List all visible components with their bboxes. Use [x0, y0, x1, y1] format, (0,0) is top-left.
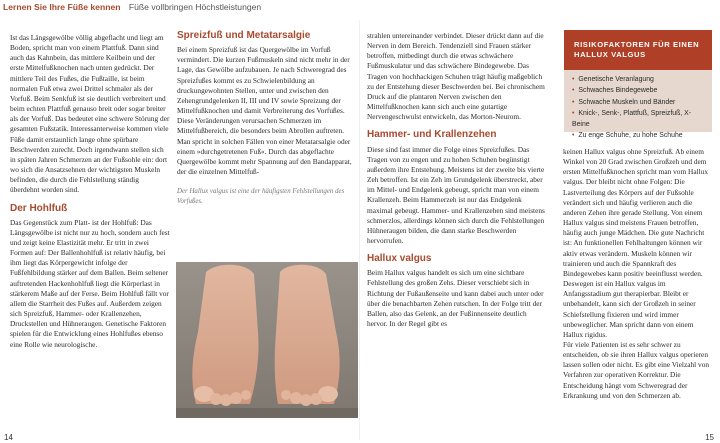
- feet-photo: [176, 262, 358, 418]
- paragraph: Beim Hallux valgus handelt es sich um eine sichtbare Fehlstellung des großen Zehs. Dieser verschiebt sich in Richtung der Fußaußenseite und kann dabei auch unter oder über die benachbarten Zehen rutschen. In der Folge tritt der Ballen, also das Gelenk, an der Fußinnenseite deutlich hervor. In der Regel gibt es: [367, 268, 544, 329]
- section-title: Füße vollbringen Höchstleistungen: [128, 2, 262, 12]
- list-item: • Knick-, Senk-, Plattfuß, Spreizfuß, X-Beine: [572, 108, 706, 131]
- page-number-left: 14: [4, 433, 13, 442]
- paragraph: Bei einem Spreizfuß ist das Quergewölbe im Vorfuß vermindert. Die kurzen Fußmuskeln sind nicht mehr in der Lage, das Gewölbe aufzubauen. Je nach Schweregrad des Spreizfußes kommt es zu Schwielenbildung an druckungewohnten Stellen, unter und zwischen den Zehengrundgelenken II, III und IV sowie Spreizung der Mittelfußknochen und damit Verbreiterung des Vorfußes. Diese Veränderungen verursachen Schmerzen im Mittelfußbereich, die besonders beim Abrollen auftreten. Man spricht in solchen Fällen von einer Metatarsalgie oder einem »durchgetretenen Fuß«. Durch das abgeflachte Quergewölbe kommt mehr Spannung auf den Bandapparat, der die einzelnen Mittelfuß-: [177, 45, 352, 177]
- paragraph: strahlen untereinander verbindet. Dieser drückt dann auf die Nerven in dem Bereich. Tendenziell sind Frauen stärker betroffen, mitbedingt durch die etwas schwächere Fußmuskulatur und das schwächere Bindegewebe. Das Tragen von hochhackigen Schuhen trägt häufig maßgeblich zu der Entstehung dieser Beschwerden bei. Bei chronischem Druck auf die plantaren Nerven zwischen den Mittelfußknochen kann sich auch eine gutartige Nervengeschwulst entwickeln, das Morton-Neurom.: [367, 31, 545, 122]
- feet-illustration: [176, 262, 358, 418]
- column-1: [10, 33, 170, 350]
- box-title-line: HALLUX VALGUS: [574, 50, 646, 59]
- section-heading: Hallux valgus: [367, 253, 432, 265]
- breadcrumb: [3, 2, 261, 12]
- chapter-title: Lernen Sie Ihre Füße kennen: [3, 2, 121, 12]
- box-title-line: RISIKOFAKTOREN FÜR EINEN: [574, 40, 700, 49]
- risk-factors-box: [564, 30, 712, 140]
- paragraph: keinen Hallux valgus ohne Spreizfuß. Ab einem Winkel von 20 Grad zwischen Großzeh und dem ersten Mittelfußknochen spricht man vom Hallux valgus. Der bleibt nicht ohne Folgen: Die Lastverteilung des Körpers auf der Fußsohle verändert sich und häufig verlieren auch die anderen Zehen ihre gerade Stellung. Von einem Hallux valgus sind meistens Frauen betroffen, häufig auch junge Mädchen. Die gute Nachricht ist: An funktionellen Fehlhaltungen können wir aktiv etwas verändern. Muskeln können wir trainieren und auch die Spannkraft des Bindegewebes kann positiv beeinflusst werden. Deswegen ist ein Hallux valgus im Anfangsstadium gut therapierbar. Bleibt er unbehandelt, kann sich der Großzeh in seiner Schiefstellung fixieren und wird immer unbeweglicher. Man spricht dann von einem Hallux rigidus.: [563, 147, 709, 339]
- list-item: • Schwache Muskeln und Bänder: [572, 97, 706, 108]
- section-heading: Hammer- und Krallenzehen: [367, 129, 497, 141]
- section-heading: Spreizfuß und Metatarsalgie: [177, 30, 311, 41]
- section-heading: Der Hohlfuß: [10, 202, 68, 214]
- paragraph: Das Gegenstück zum Platt- ist der Hohlfuß: Das Längsgewölbe ist nicht nur zu hoch, sondern auch fest und zeigt keine Elastizität mehr. Er tritt in zwei Formen auf: Der Ballenhohlfuß ist relativ häufig, bei ihm liegt das Körpergewicht infolge der Fußfehlbildung stärker auf dem Ballen. Beim seltener auftretenden Hackenhohlfuß liegt die Körperlast in stärkerem Maße auf der Ferse. Beim Hohlfuß fällt vor allem die Starrheit des Fußes auf. Außerdem zeigen sich Spreizfuß, Hammer- oder Krallenzehen, Druckstellen und Hühneraugen. Genetische Faktoren spielen für die Entwicklung eines Hohlfußes ebenso eine Rolle wie neurologische.: [10, 217, 170, 349]
- risk-factor-list: [564, 70, 712, 142]
- column-2: [177, 31, 355, 206]
- column-4: [563, 147, 715, 401]
- paragraph: Diese sind fast immer die Folge eines Spreizfußes. Das Tragen von zu engen und zu hohen Schuhen begünstigt außerdem ihre Entstehung. Meistens ist der zweite bis vierte Zeh betroffen. Ist ein Zeh im Grundgelenk überstreckt, aber im Mittel- und Endgelenk gebeugt, spricht man von einem Krallenzeh. Beim Hammerzeh ist nur das Endgelenk maximal gebeugt. Hammer- und Krallenzehen sind meistens schmerzlos, allerdings können sich durch die Fehlstellungen Hühneraugen bilden, die dann starke Beschwerden hervorrufen.: [367, 144, 545, 245]
- column-3: [367, 31, 545, 329]
- list-item: • Schwaches Bindegewebe: [572, 85, 706, 96]
- running-header: [0, 0, 720, 18]
- paragraph: Ist das Längsgewölbe völlig abgeflacht und liegt am Boden, spricht man von einem Plattfuß. Dann sind auch das Kahnbein, das mittlere Keilbein und der erste Mittelfußknochen nach unten gedrückt. Der mittlere Teil des Fußes, die Fußtaille, ist beim normalen Fuß etwa zwei Drittel schmaler als der Vorfuß. Beim Senkfuß ist sie deutlich verbreitert und beim echten Plattfuß genauso breit oder sogar breiter als der Vorfuß. Das bedeutet eine schwere Störung der gesamten Fußstatik. Interessanterweise kommen viele Füße damit erstaunlich lange ohne spürbare Beschwerden zurecht. Doch irgendwann stellen sich in späten Jahren Schmerzen an der Fußsohle ein: dort wo sich die Ansatzsehnen der wichtigsten Muskeln befinden, die durch die Fehlstellung ständig überdehnt worden sind.: [10, 33, 170, 195]
- page-number-right: 15: [705, 433, 714, 442]
- paragraph: Für viele Patienten ist es sehr schwer zu entscheiden, ob sie ihren Hallux valgus operieren lassen sollen oder nicht. Es gibt eine Vielzahl von Verfahren zur operativen Korrektur. Die Entscheidung hängt vom Schweregrad der Erkrankung und von den Schmerzen ab.: [563, 339, 710, 400]
- box-title: [564, 30, 712, 70]
- list-item: • Genetische Veranlagung: [572, 74, 706, 85]
- page-gutter: [359, 20, 360, 440]
- list-item: • Zu enge Schuhe, zu hohe Schuhe: [572, 130, 706, 141]
- figure-caption: Der Hallux valgus ist eine der häufigsten Fehlstellungen des Vorfußes.: [177, 188, 345, 205]
